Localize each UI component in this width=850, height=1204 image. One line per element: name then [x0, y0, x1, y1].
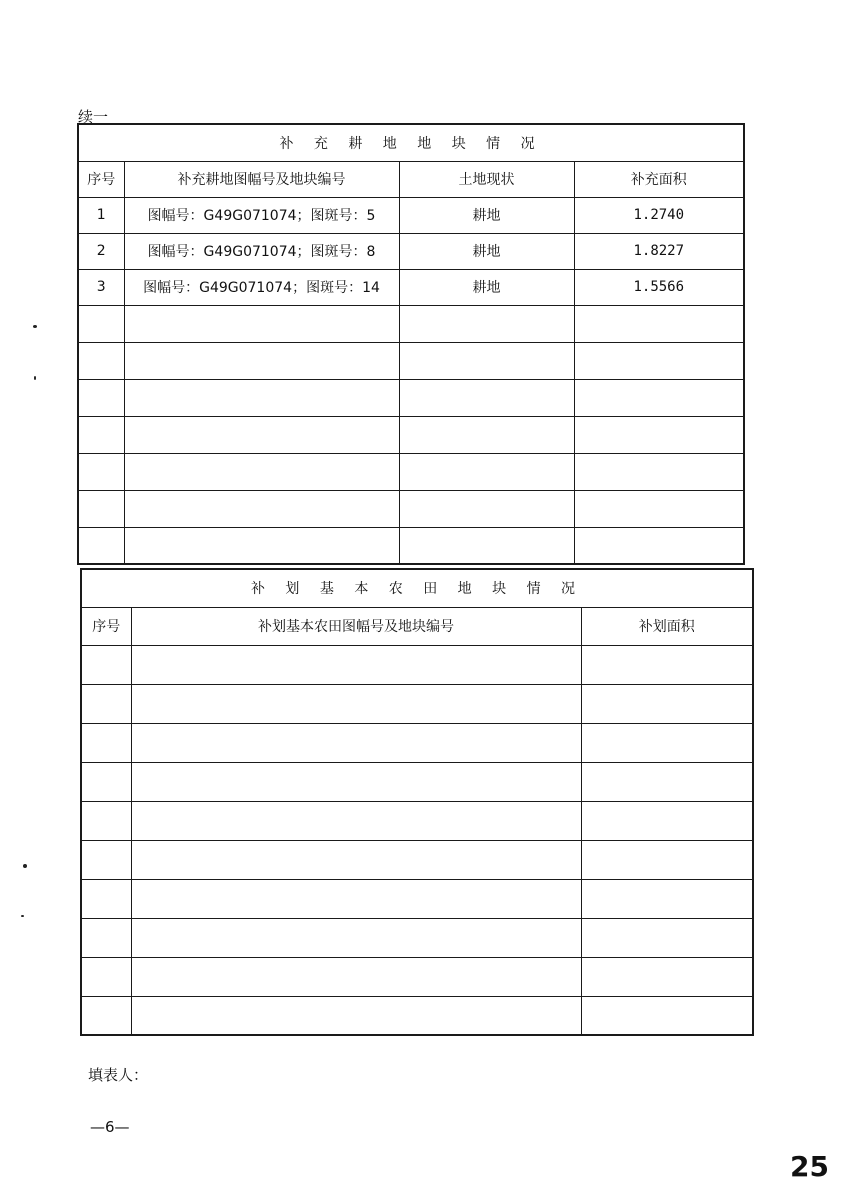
- row-area: 1.5566: [574, 269, 744, 305]
- supplement-cultivated-table: [77, 123, 745, 565]
- table-row: [78, 269, 744, 305]
- row-parcel: 图幅号：G49G071074；图斑号：14: [124, 269, 399, 305]
- stamp-number: 25: [790, 1150, 829, 1183]
- scan-speck: [34, 376, 36, 380]
- scan-speck: [23, 864, 27, 868]
- header-no: 序号: [81, 607, 131, 645]
- form-filler-label: 填表人：: [88, 1066, 149, 1084]
- table-row-empty: [78, 490, 744, 527]
- table-row-empty: [81, 840, 753, 879]
- table-row: [78, 197, 744, 233]
- table-row-empty: [81, 996, 753, 1035]
- row-parcel: 图幅号：G49G071074；图斑号：5: [124, 197, 399, 233]
- table-row-empty: [78, 305, 744, 342]
- row-no: 2: [78, 233, 124, 269]
- row-area: 1.8227: [574, 233, 744, 269]
- row-status: 耕地: [399, 233, 574, 269]
- supplement-farmland-table: [80, 568, 754, 1036]
- table-row-empty: [81, 684, 753, 723]
- header-status: 土地现状: [399, 161, 574, 197]
- header-parcel: 补充耕地图幅号及地块编号: [124, 161, 399, 197]
- table-row-empty: [81, 645, 753, 684]
- header-parcel: 补划基本农田图幅号及地块编号: [131, 607, 581, 645]
- table-row-empty: [78, 453, 744, 490]
- table-row-empty: [78, 379, 744, 416]
- row-parcel: 图幅号：G49G071074；图斑号：8: [124, 233, 399, 269]
- table-row-empty: [78, 527, 744, 564]
- scan-speck: [21, 915, 24, 917]
- table-row: [78, 233, 744, 269]
- table-row-empty: [81, 918, 753, 957]
- table-row-empty: [78, 342, 744, 379]
- header-no: 序号: [78, 161, 124, 197]
- header-area: 补划面积: [581, 607, 753, 645]
- row-area: 1.2740: [574, 197, 744, 233]
- header-area: 补充面积: [574, 161, 744, 197]
- table-row-empty: [81, 879, 753, 918]
- table-row-empty: [81, 723, 753, 762]
- row-status: 耕地: [399, 197, 574, 233]
- section-title-cultivated: 补 充 耕 地 地 块 情 况: [78, 124, 744, 161]
- table-row-empty: [78, 416, 744, 453]
- scan-speck: [33, 325, 37, 328]
- page-number: —6—: [90, 1118, 130, 1136]
- continuation-label: 续一: [78, 108, 109, 126]
- table-row-empty: [81, 957, 753, 996]
- row-no: 3: [78, 269, 124, 305]
- row-no: 1: [78, 197, 124, 233]
- table-row-empty: [81, 801, 753, 840]
- row-status: 耕地: [399, 269, 574, 305]
- section-title-farmland: 补 划 基 本 农 田 地 块 情 况: [81, 569, 753, 607]
- table-row-empty: [81, 762, 753, 801]
